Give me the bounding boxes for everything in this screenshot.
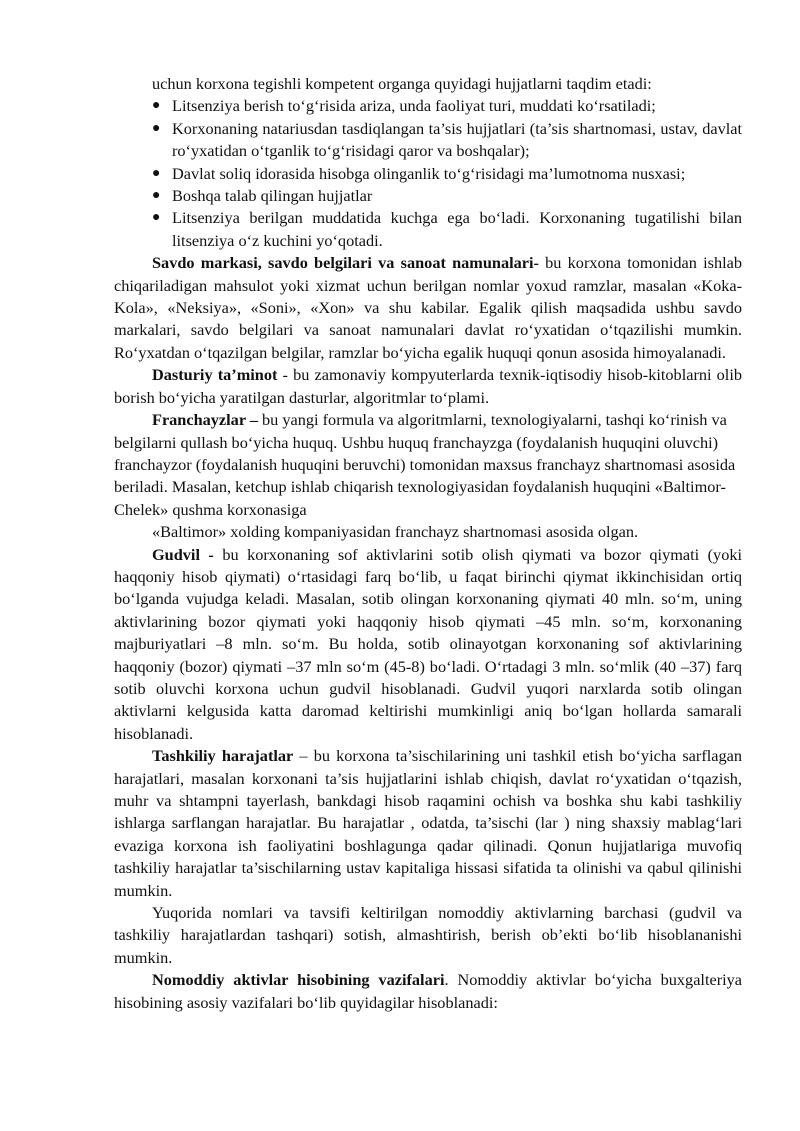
list-item [152,207,742,252]
list-item-text: Litsenziya berish to‘g‘risida ariza, unda faoliyat turi, muddati ko‘rsatiladi; [172,96,656,116]
term-franchayz: Franchayzlar – [152,410,258,430]
list-item-text: Korxonaning natariusdan tasdiqlangan ta’sis hujjatlari (ta’sis shartnomasi, ustav, davlat ro‘yxatidan o‘tganlik to‘g‘risidagi qaror va boshqalar); [172,118,742,161]
list-item [152,185,742,207]
text-dasturiy: - bu zamonaviy kompyuterlarda texnik-iqtisodiy hisob-kitoblarni olib borish bo‘yicha yaratilgan dasturlar, algoritmlar to‘plami. [114,365,742,407]
list-item-text: Litsenziya berilgan muddatida kuchga ega bo‘ladi. Korxonaning tugatilishi bilan litsenziya o‘z kuchini yo‘qotadi. [172,208,742,250]
text-savdo: bu korxona tomonidan ishlab chiqariladigan mahsulot yoki xizmat uchun berilgan nomlar yoxud ramzlar, masalan «Koka-Kola», «Neksiya», «Soni», «Xon» va shu kabilar. Egalik qilish maqsadida ushbu savdo markalari, savdo belgilari va sanoat namunalari davlat ro‘yxatidan o‘tqazilishi mumkin. Ro‘yxatdan o‘tqazilgan belgilar, ramzlar bo‘yicha egalik huquqi qonun asosida himoyalanadi. [114,253,742,362]
paragraph-gudvil [114,544,742,746]
bullet-icon: ● [152,210,161,226]
term-dasturiy: Dasturiy ta’minot [152,365,278,385]
paragraph-nomoddiy [114,969,742,1014]
term-tashkiliy: Tashkiliy harajatlar [152,746,294,766]
bullet-icon: ● [152,120,161,136]
text-tashkiliy: – bu korxona ta’sischilarining uni tashkil etish bo‘yicha sarflagan harajatlari, masalan korxonani ta’sis hujjatlarini ishlab chiqish, davlat ro‘yxatidan o‘tqazish, muhr va shtampni tayerlash, bankdagi hisob raqamini ochish va boshka shu kabi tashkiliy ishlarga sarflangan harajatlar. Bu harajatlar , odatda, ta’sischi (lar ) ning shaxsiy mablag‘lari evaziga korxona ish faoliyatini boshlagunga qadar qilinadi. Qonun hujjatlariga muvofiq tashkiliy harajatlar ta’sischilarning ustav kapitaliga hissasi sifatida ta olinishi va qabul qilinishi mumkin. [114,746,743,900]
list-item-text: Boshqa talab qilingan hujjatlar [172,186,373,206]
term-savdo: Savdo markasi, savdo belgilari va sanoat namunalari- [152,253,539,273]
bullet-icon: ● [152,165,161,181]
bullet-icon: ● [152,98,161,114]
paragraph-dasturiy [114,364,742,409]
paragraph-tashkiliy [114,745,742,902]
document-body [114,73,742,1014]
bullet-icon: ● [152,188,161,204]
paragraph-yuqorida: Yuqorida nomlari va tavsifi keltirilgan nomoddiy aktivlarning barchasi (gudvil va tashkiliy harajatlardan tashqari) sotish, almashtirish, berish ob’ekti bo‘lib hisoblananishi mumkin. [114,903,742,967]
text-nomoddiy: . Nomoddiy aktivlar bo‘yicha buxgalteriya hisobining asosiy vazifalari bo‘lib quyidagilar hisoblanadi: [114,970,743,1012]
text-gudvil: bu korxonaning sof aktivlarini sotib olish qiymati va bozor qiymati (yoki haqqoniy hisob qiymati) o‘rtasidagi farq bo‘lib, u faqat birinchi qiymat ikkinchisidan ortiq bo‘lganda vujudga keladi. Masalan, sotib olingan korxonaning qiymati 40 mln. so‘m, uning aktivlarining bozor qiymati yoki haqqoniy hisob qiymati –45 mln. so‘m, korxonaning majburiyatlari –8 mln. so‘m. Bu holda, sotib olinayotgan korxonaning sof aktivlarining haqqoniy (bozor) qiymati –37 mln so‘m (45-8) bo‘ladi. O‘rtadagi 3 mln. so‘mlik (40 –37) farq sotib oluvchi korxona uchun gudvil hisoblanadi. Gudvil yuqori narxlarda sotib olingan aktivlarni kelgusida katta daromad keltirishi mumkinligi aniq bo‘lgan hollarda samarali hisoblanadi. [114,544,742,743]
list-item-text: Davlat soliq idorasida hisobga olinganlik to‘g‘risidagi ma’lumotnoma nusxasi; [172,163,686,183]
term-gudvil: Gudvil - [152,544,214,564]
text-franchayz: bu yangi formula va algoritmlarni, texnologiyalarni, tashqi ko‘rinish va belgilarni qullash bo‘yicha huquq. Ushbu huquq franchayzga (foydalanish huquqini oluvchi) franchayzor (foydalanish huquqini beruvchi) tomonidan maxsus franchayz shartnomasi asosida beriladi. Masalan, ketchup ishlab chiqarish texnologiyasidan foydalanish huquqini «Baltimor-Chelek» qushma korxonasiga [114,410,736,519]
list-item [152,118,742,163]
paragraph-franchayz [114,409,742,521]
paragraph-savdo [114,252,742,364]
intro-line: uchun korxona tegishli kompetent organga quyidagi hujjatlarni taqdim etadi: [152,74,652,93]
required-documents-list [114,95,742,252]
paragraph-franchayz-continuation: «Baltimor» xolding kompaniyasidan franchayz shartnomasi asosida olgan. [152,522,639,542]
list-item [152,163,742,185]
term-nomoddiy: Nomoddiy aktivlar hisobining vazifalari [152,970,445,990]
list-item [152,95,742,117]
